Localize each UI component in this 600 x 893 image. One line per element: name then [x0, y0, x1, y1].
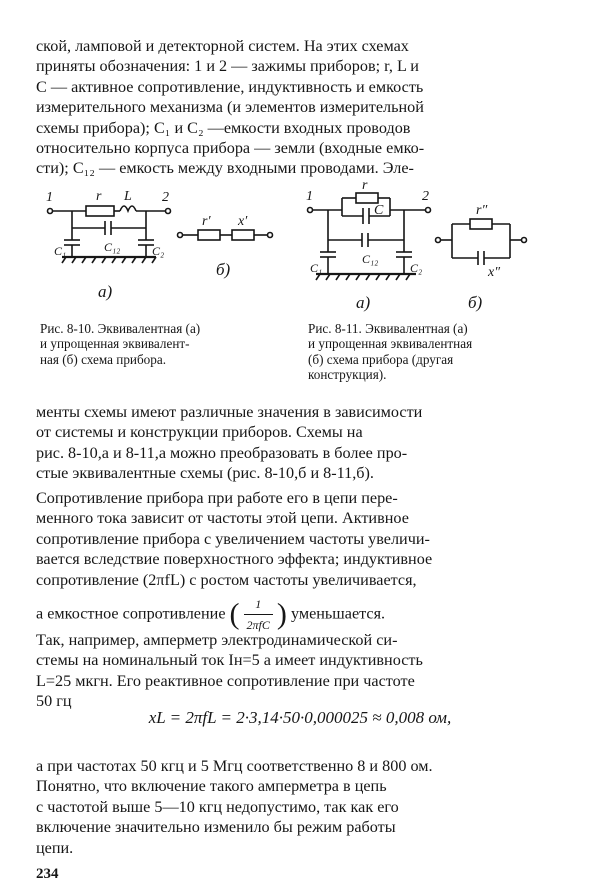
text-line: сопротивление прибора с увеличением частоты увеличи- [36, 529, 430, 548]
text-line: с частотой выше 5—10 кгц недопустимо, так как его [36, 797, 399, 816]
terminal-2-label: 2 [162, 190, 169, 205]
close-paren: ) [276, 597, 287, 631]
label-c12: C₁₂ [362, 252, 379, 266]
text-line: сопротивление (2πfL) с ростом частоты увеличивается, [36, 570, 417, 589]
text-line: цепи. [36, 838, 74, 857]
subfigure-a-label: а) [356, 293, 371, 312]
terminal-1-label: 1 [306, 189, 313, 204]
fraction-numerator: 1 [244, 594, 273, 615]
figure-8-10-circuit [40, 185, 290, 305]
reactance-formula: xL = 2πfL = 2·3,14·50·0,000025 ≈ 0,008 ом, [148, 708, 452, 727]
caption-line: Рис. 8-10. Эквивалентная (а) [40, 321, 201, 336]
paragraph-4 [36, 630, 566, 712]
terminal-2-label: 2 [422, 189, 429, 204]
text-line: Сопротивление прибора при работе его в цепи пере- [36, 489, 398, 507]
terminal-1-label: 1 [46, 190, 53, 205]
caption-line: конструкция). [308, 367, 387, 383]
caption-line: и упрощенная эквивалентная [308, 336, 473, 352]
text-line: вается вследствие поверхностного эффекта; индуктивное [36, 550, 433, 569]
text-line: L=25 мкгн. Его реактивное сопротивление при частоте [36, 671, 415, 690]
text-line: схемы прибора); C₁ и C₂ —емкости входных проводов [36, 118, 411, 137]
page-number: 234 [36, 866, 59, 882]
subfigure-a-label: а) [98, 282, 113, 301]
subfigure-b-label: б) [468, 293, 483, 312]
text-line: Понятно, что включение такого амперметра в цепь [36, 777, 387, 796]
label-r: r [362, 180, 368, 193]
text-fragment: а емкостное сопротивление [36, 604, 226, 623]
figure-8-10-caption [40, 321, 260, 367]
fraction-denominator: 2πfC [246, 618, 270, 633]
caption-line: и упрощенная эквивалент- [40, 336, 190, 352]
text-line: приняты обозначения: 1 и 2 — зажимы приборов; r, L и [36, 57, 419, 76]
figure-8-11-caption [308, 321, 560, 383]
label-x-double-prime: x″ [488, 265, 501, 280]
text-line: включение значительно изменило бы режим работы [36, 818, 396, 837]
paragraph-3 [36, 488, 566, 636]
open-paren: ( [229, 597, 240, 631]
label-c1: C₁ [54, 244, 67, 258]
text-line: стемы на номинальный ток Iн=5 а имеет индуктивность [36, 651, 423, 670]
text-line: стые эквивалентные схемы (рис. 8-10,б и 8-11,б). [36, 464, 374, 483]
text-line: менного тока зависит от частоты этой цепи. Активное [36, 509, 409, 528]
text-line: а при частотах 50 кгц и 5 Мгц соответственно 8 и 800 ом. [36, 757, 433, 775]
paragraph-top [36, 36, 566, 179]
text-line: рис. 8-10,а и 8-11,а можно преобразовать в более про- [36, 443, 408, 462]
label-L: L [124, 189, 132, 204]
text-line: измерительного механизма (и элементов измерительной [36, 98, 424, 117]
caption-line: ная (б) схема прибора. [40, 351, 167, 367]
label-r-prime: r′ [202, 214, 211, 229]
subfigure-b-label: б) [216, 260, 231, 279]
paragraph-2 [36, 402, 566, 484]
text-line: Так, например, амперметр электродинамической си- [36, 631, 398, 649]
paragraph-5 [36, 756, 566, 858]
figure-8-11-circuit [300, 180, 560, 315]
text-line: 50 гц [36, 692, 72, 711]
text-fragment: уменьшается. [290, 604, 386, 623]
text-line: менты схемы имеют различные значения в зависимости [36, 403, 423, 421]
caption-line: (б) схема прибора (другая [308, 351, 454, 367]
label-r: r [96, 189, 102, 204]
text-line: сти); C₁₂ — емкость между входными проводами. Эле- [36, 159, 414, 178]
label-x-prime: x′ [238, 214, 248, 229]
label-c2: C₂ [152, 244, 165, 258]
label-c: C [374, 203, 384, 218]
label-r-double-prime: r″ [476, 203, 488, 218]
label-c1: C₁ [310, 261, 323, 275]
label-c2: C₂ [410, 261, 423, 275]
text-line: от системы и конструкции приборов. Схемы на [36, 423, 363, 442]
text-line: ской, ламповой и детекторной систем. На этих схемах [36, 37, 409, 55]
caption-line: Рис. 8-11. Эквивалентная (а) [308, 321, 468, 336]
text-line: C — активное сопротивление, индуктивность и емкость [36, 77, 424, 96]
text-line: относительно корпуса прибора — земли (входные емко- [36, 139, 425, 158]
label-c12: C₁₂ [104, 240, 121, 254]
